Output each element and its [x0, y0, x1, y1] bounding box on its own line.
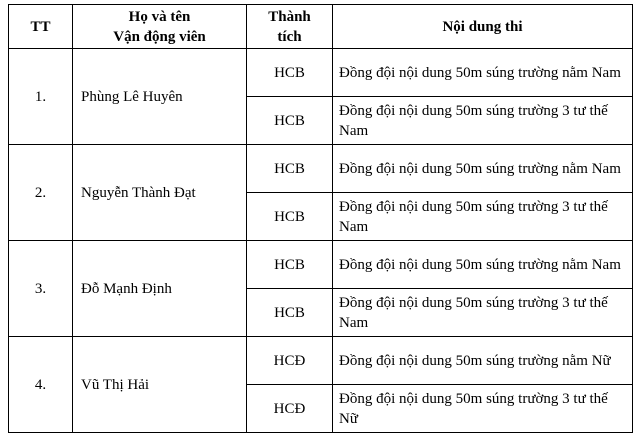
achievement-cell: HCB	[247, 289, 333, 337]
header-name-line1: Họ và tên	[128, 8, 191, 25]
header-row	[9, 5, 633, 49]
achievement-cell: HCB	[247, 145, 333, 193]
table-row	[9, 145, 633, 193]
header-achievement	[247, 5, 333, 49]
table-row	[9, 49, 633, 97]
athlete-name: Đỗ Mạnh Định	[73, 241, 247, 337]
athlete-name: Phùng Lê Huyên	[73, 49, 247, 145]
row-number: 4.	[9, 337, 73, 433]
results-table-container	[8, 4, 633, 433]
athlete-name: Nguyễn Thành Đạt	[73, 145, 247, 241]
event-content-cell: Đồng đội nội dung 50m súng trường 3 tư thế Nam	[333, 289, 633, 337]
event-content-cell: Đồng đội nội dung 50m súng trường 3 tư thế Nam	[333, 193, 633, 241]
event-content-cell: Đồng đội nội dung 50m súng trường nằm Nam	[333, 145, 633, 193]
header-achievement-line1: Thành	[268, 8, 311, 25]
event-content-cell: Đồng đội nội dung 50m súng trường nằm Nữ	[333, 337, 633, 385]
achievement-cell: HCB	[247, 49, 333, 97]
row-number: 1.	[9, 49, 73, 145]
header-name-line2: Vận động viên	[113, 28, 206, 45]
row-number: 3.	[9, 241, 73, 337]
event-content-cell: Đồng đội nội dung 50m súng trường 3 tư thế Nữ	[333, 385, 633, 433]
achievement-cell: HCB	[247, 193, 333, 241]
results-table	[8, 4, 633, 433]
event-content-cell: Đồng đội nội dung 50m súng trường nằm Nam	[333, 241, 633, 289]
header-name	[73, 5, 247, 49]
achievement-cell: HCB	[247, 241, 333, 289]
athlete-name: Vũ Thị Hải	[73, 337, 247, 433]
achievement-cell: HCB	[247, 97, 333, 145]
header-content: Nội dung thi	[333, 5, 633, 49]
achievement-cell: HCĐ	[247, 385, 333, 433]
header-tt: TT	[9, 5, 73, 49]
event-content-cell: Đồng đội nội dung 50m súng trường 3 tư thế Nam	[333, 97, 633, 145]
table-row	[9, 241, 633, 289]
header-achievement-line2: tích	[277, 28, 302, 45]
event-content-cell: Đồng đội nội dung 50m súng trường nằm Nam	[333, 49, 633, 97]
table-row	[9, 337, 633, 385]
row-number: 2.	[9, 145, 73, 241]
achievement-cell: HCĐ	[247, 337, 333, 385]
